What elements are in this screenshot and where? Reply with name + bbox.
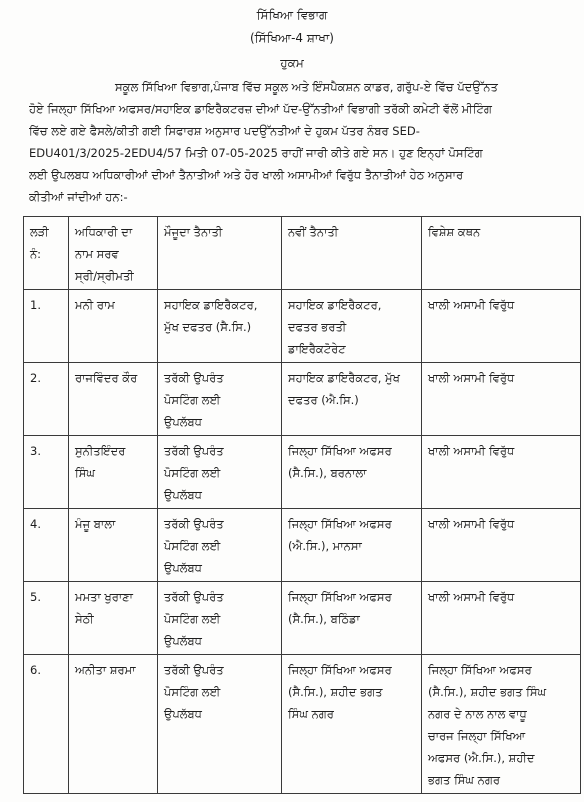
cell-text: ਤਰੱਕੀ ਉਪਰੰਤ	[164, 517, 224, 531]
cell-new-posting	[282, 290, 422, 363]
cell-text: ਮੰਜੂ ਬਾਲਾ	[75, 517, 116, 531]
cell-text: ਜਿਲ੍ਹਾ ਸਿੱਖਿਆ ਅਫਸਰ	[288, 444, 392, 458]
cell-remarks	[422, 582, 581, 655]
branch-title: (ਸਿੱਖਿਆ-4 ਸ਼ਾਖਾ)	[250, 31, 334, 45]
header-new-posting	[282, 217, 422, 290]
cell-text: (ਐ.ਸਿ.), ਮਾਨਸਾ	[288, 539, 362, 553]
cell-text: 1.	[30, 298, 41, 312]
cell-text: ਸੇਠੀ	[75, 612, 94, 626]
cell-current-posting	[158, 582, 282, 655]
header-text: ਲੜੀ	[30, 225, 49, 239]
cell-text: ਜਿਲ੍ਹਾ ਸਿੱਖਿਆ ਅਫਸਰ	[428, 663, 532, 677]
cell-serial	[24, 655, 69, 794]
cell-text: ਉਪਲੱਬਧ	[164, 561, 202, 575]
table-row	[24, 436, 581, 509]
paragraph-line: ਕੀਤੀਆਂ ਜਾਂਦੀਆਂ ਹਨ:-	[29, 190, 128, 204]
cell-current-posting	[158, 655, 282, 794]
cell-text: ਉਪਲੱਬਧ	[164, 415, 202, 429]
table-row	[24, 290, 581, 363]
cell-remarks	[422, 509, 581, 582]
cell-text: ਸਿੰਘ	[75, 466, 95, 480]
cell-text: ਪੋਸਟਿੰਗ ਲਈ	[164, 539, 221, 553]
cell-serial	[24, 363, 69, 436]
header-text: ਸ੍ਰੀ/ਸ੍ਰੀਮਤੀ	[75, 269, 134, 283]
table-row	[24, 509, 581, 582]
cell-text: ਖਾਲੀ ਅਸਾਮੀ ਵਿਰੁੱਧ	[428, 298, 515, 312]
cell-text: ਪੋਸਟਿੰਗ ਲਈ	[164, 685, 221, 699]
header-remarks	[422, 217, 581, 290]
header-text: ਮੌਜੂਦਾ ਤੈਨਾਤੀ	[164, 225, 223, 239]
cell-text: ਸਹਾਇਕ ਡਾਇਰੈਕਟਰ, ਮੁੱਖ	[288, 371, 400, 385]
cell-text: ਸਹਾਇਕ ਡਾਇਰੈਕਟਰ,	[288, 298, 382, 312]
cell-text: ਨਗਰ ਦੇ ਨਾਲ ਨਾਲ ਵਾਧੂ	[428, 707, 527, 721]
cell-name	[69, 290, 158, 363]
cell-remarks	[422, 363, 581, 436]
cell-text: ਮਨੀ ਰਾਮ	[75, 298, 115, 312]
cell-new-posting	[282, 436, 422, 509]
cell-text: ਮਮਤਾ ਖੁਰਾਣਾ	[75, 590, 133, 604]
cell-text: ਅਨੀਤਾ ਸ਼ਰਮਾ	[75, 663, 136, 677]
cell-name	[69, 582, 158, 655]
cell-name	[69, 363, 158, 436]
cell-text: ਉਪਲੱਬਧ	[164, 488, 202, 502]
cell-current-posting	[158, 363, 282, 436]
cell-remarks	[422, 290, 581, 363]
cell-remarks	[422, 436, 581, 509]
cell-text: ਡਾਇਰੈਕਟੋਰੇਟ	[288, 342, 346, 356]
cell-text: ਉਪਲੱਬਧ	[164, 634, 202, 648]
cell-text: ਚਾਰਜ ਜਿਲ੍ਹਾ ਸਿੱਖਿਆ	[428, 729, 526, 743]
header-text: ਨਾਮ ਸਰਵ	[75, 247, 119, 261]
paragraph-line: ਸਕੂਲ ਸਿੱਖਿਆ ਵਿਭਾਗ,ਪੰਜਾਬ ਵਿੱਚ ਸਕੂਲ ਅਤੇ ਇੰਸਪੈਕਸ਼ਨ ਕਾਡਰ, ਗਰੁੱਪ-ਏ ਵਿੱਚ ਪੱਦਉੱਨਤ	[115, 80, 498, 94]
cell-serial	[24, 509, 69, 582]
cell-text: ਰਾਜਵਿੰਦਰ ਕੌਰ	[75, 371, 138, 385]
cell-current-posting	[158, 290, 282, 363]
header-text: ਅਧਿਕਾਰੀ ਦਾ	[75, 225, 133, 239]
cell-text: ਤਰੱਕੀ ਉਪਰੰਤ	[164, 371, 224, 385]
cell-text: ਜਿਲ੍ਹਾ ਸਿੱਖਿਆ ਅਫਸਰ	[288, 517, 392, 531]
cell-text: 3.	[30, 444, 41, 458]
postings-table	[23, 216, 581, 794]
cell-text: ਜਿਲ੍ਹਾ ਸਿੱਖਿਆ ਅਫਸਰ	[288, 590, 392, 604]
cell-text: ਦਫਤਰ ਭਰਤੀ	[288, 320, 347, 334]
department-title: ਸਿੱਖਿਆ ਵਿਭਾਗ	[256, 8, 328, 22]
cell-text: ਪੋਸਟਿੰਗ ਲਈ	[164, 612, 221, 626]
cell-serial	[24, 582, 69, 655]
cell-text: ਜਿਲ੍ਹਾ ਸਿੱਖਿਆ ਅਫਸਰ	[288, 663, 392, 677]
cell-text: ਤਰੱਕੀ ਉਪਰੰਤ	[164, 663, 224, 677]
paragraph-line: ਹੋਏ ਜਿਲ੍ਹਾ ਸਿੱਖਿਆ ਅਫਸਰ/ਸਹਾਇਕ ਡਾਇਰੈਕਟਰਜ਼ ਦੀਆਂ ਪੱਦ-ਉੱਨਤੀਆਂ ਵਿਭਾਗੀ ਤਰੱਕੀ ਕਮੇਟੀ ਵੱਲੋਂ ਮੀਟਿੰਗ	[29, 102, 492, 116]
cell-name	[69, 655, 158, 794]
cell-text: ਤਰੱਕੀ ਉਪਰੰਤ	[164, 444, 224, 458]
table-row	[24, 655, 581, 794]
cell-text: ਸੁਨੀਤਇੰਦਰ	[75, 444, 126, 458]
order-title: ਹੁਕਮ	[280, 56, 304, 70]
cell-serial	[24, 436, 69, 509]
cell-text: 2.	[30, 371, 41, 385]
cell-name	[69, 509, 158, 582]
cell-text: ਉਪਲੱਬਧ	[164, 707, 202, 721]
table-row	[24, 363, 581, 436]
cell-serial	[24, 290, 69, 363]
table-header-row	[24, 217, 581, 290]
table-row	[24, 582, 581, 655]
cell-text: ਭਗਤ ਸਿੰਘ ਨਗਰ	[428, 773, 500, 787]
cell-text: ਪੋਸਟਿੰਗ ਲਈ	[164, 393, 221, 407]
cell-text: ਖਾਲੀ ਅਸਾਮੀ ਵਿਰੁੱਧ	[428, 371, 515, 385]
order-paragraph	[29, 76, 563, 208]
cell-text: 5.	[30, 590, 41, 604]
cell-remarks	[422, 655, 581, 794]
header-text: ਨਵੀਂ ਤੈਨਾਤੀ	[288, 225, 339, 239]
header-text: ਵਿਸ਼ੇਸ਼ ਕਥਨ	[428, 225, 481, 239]
cell-text: (ਸੈ.ਸਿ.), ਬਠਿੰਡਾ	[288, 612, 360, 626]
cell-text: ਅਫਸਰ (ਐ.ਸਿ.), ਸ਼ਹੀਦ	[428, 751, 535, 765]
cell-current-posting	[158, 436, 282, 509]
cell-current-posting	[158, 509, 282, 582]
cell-text: (ਸੈ.ਸਿ.), ਸ਼ਹੀਦ ਭਗਤ	[288, 685, 383, 699]
cell-new-posting	[282, 509, 422, 582]
header-current-posting	[158, 217, 282, 290]
cell-text: ਪੋਸਟਿੰਗ ਲਈ	[164, 466, 221, 480]
cell-new-posting	[282, 363, 422, 436]
cell-text: 4.	[30, 517, 41, 531]
cell-text: (ਸੈ.ਸਿ.), ਬਰਨਾਲਾ	[288, 466, 367, 480]
header-officer-name	[69, 217, 158, 290]
paragraph-line: ਵਿੱਚ ਲਏ ਗਏ ਫੈਸਲੇ/ਕੀਤੀ ਗਈ ਸਿਫਾਰਸ਼ ਅਨੁਸਾਰ ਪਦਉੱਨਤੀਆਂ ਦੇ ਹੁਕਮ ਪੱਤਰ ਨੰਬਰ SED-	[29, 124, 420, 138]
cell-text: 6.	[30, 663, 41, 677]
cell-text: ਸਿੰਘ ਨਗਰ	[288, 707, 334, 721]
header-text: ਨੰ:	[30, 247, 42, 261]
cell-new-posting	[282, 655, 422, 794]
cell-new-posting	[282, 582, 422, 655]
cell-text: ਦਫਤਰ (ਐ.ਸਿ.)	[288, 393, 359, 407]
cell-text: ਸਹਾਇਕ ਡਾਇਰੈਕਟਰ,	[164, 298, 258, 312]
cell-name	[69, 436, 158, 509]
cell-text: ਖਾਲੀ ਅਸਾਮੀ ਵਿਰੁੱਧ	[428, 517, 515, 531]
cell-text: ਖਾਲੀ ਅਸਾਮੀ ਵਿਰੁੱਧ	[428, 590, 515, 604]
cell-text: ਤਰੱਕੀ ਉਪਰੰਤ	[164, 590, 224, 604]
paragraph-line: EDU401/3/2025-2EDU4/57 ਮਿਤੀ 07-05-2025 ਰਾਹੀਂ ਜਾਰੀ ਕੀਤੇ ਗਏ ਸਨ। ਹੁਣ ਇਨ੍ਹਾਂ ਪੋਸਟਿੰਗ	[29, 146, 483, 160]
cell-text: ਖਾਲੀ ਅਸਾਮੀ ਵਿਰੁੱਧ	[428, 444, 515, 458]
cell-text: (ਸੈ.ਸਿ.), ਸ਼ਹੀਦ ਭਗਤ ਸਿੰਘ	[428, 685, 547, 699]
cell-text: ਮੁੱਖ ਦਫਤਰ (ਸੈ.ਸਿ.)	[164, 320, 252, 334]
header-serial	[24, 217, 69, 290]
paragraph-line: ਲਈ ਉਪਲਬਧ ਅਧਿਕਾਰੀਆਂ ਦੀਆਂ ਤੈਨਾਤੀਆਂ ਅਤੇ ਹੋਰ ਖਾਲੀ ਅਸਾਮੀਆਂ ਵਿਰੁੱਧ ਤੈਨਾਤੀਆਂ ਹੇਠ ਅਨੁਸਾਰ	[29, 168, 464, 182]
